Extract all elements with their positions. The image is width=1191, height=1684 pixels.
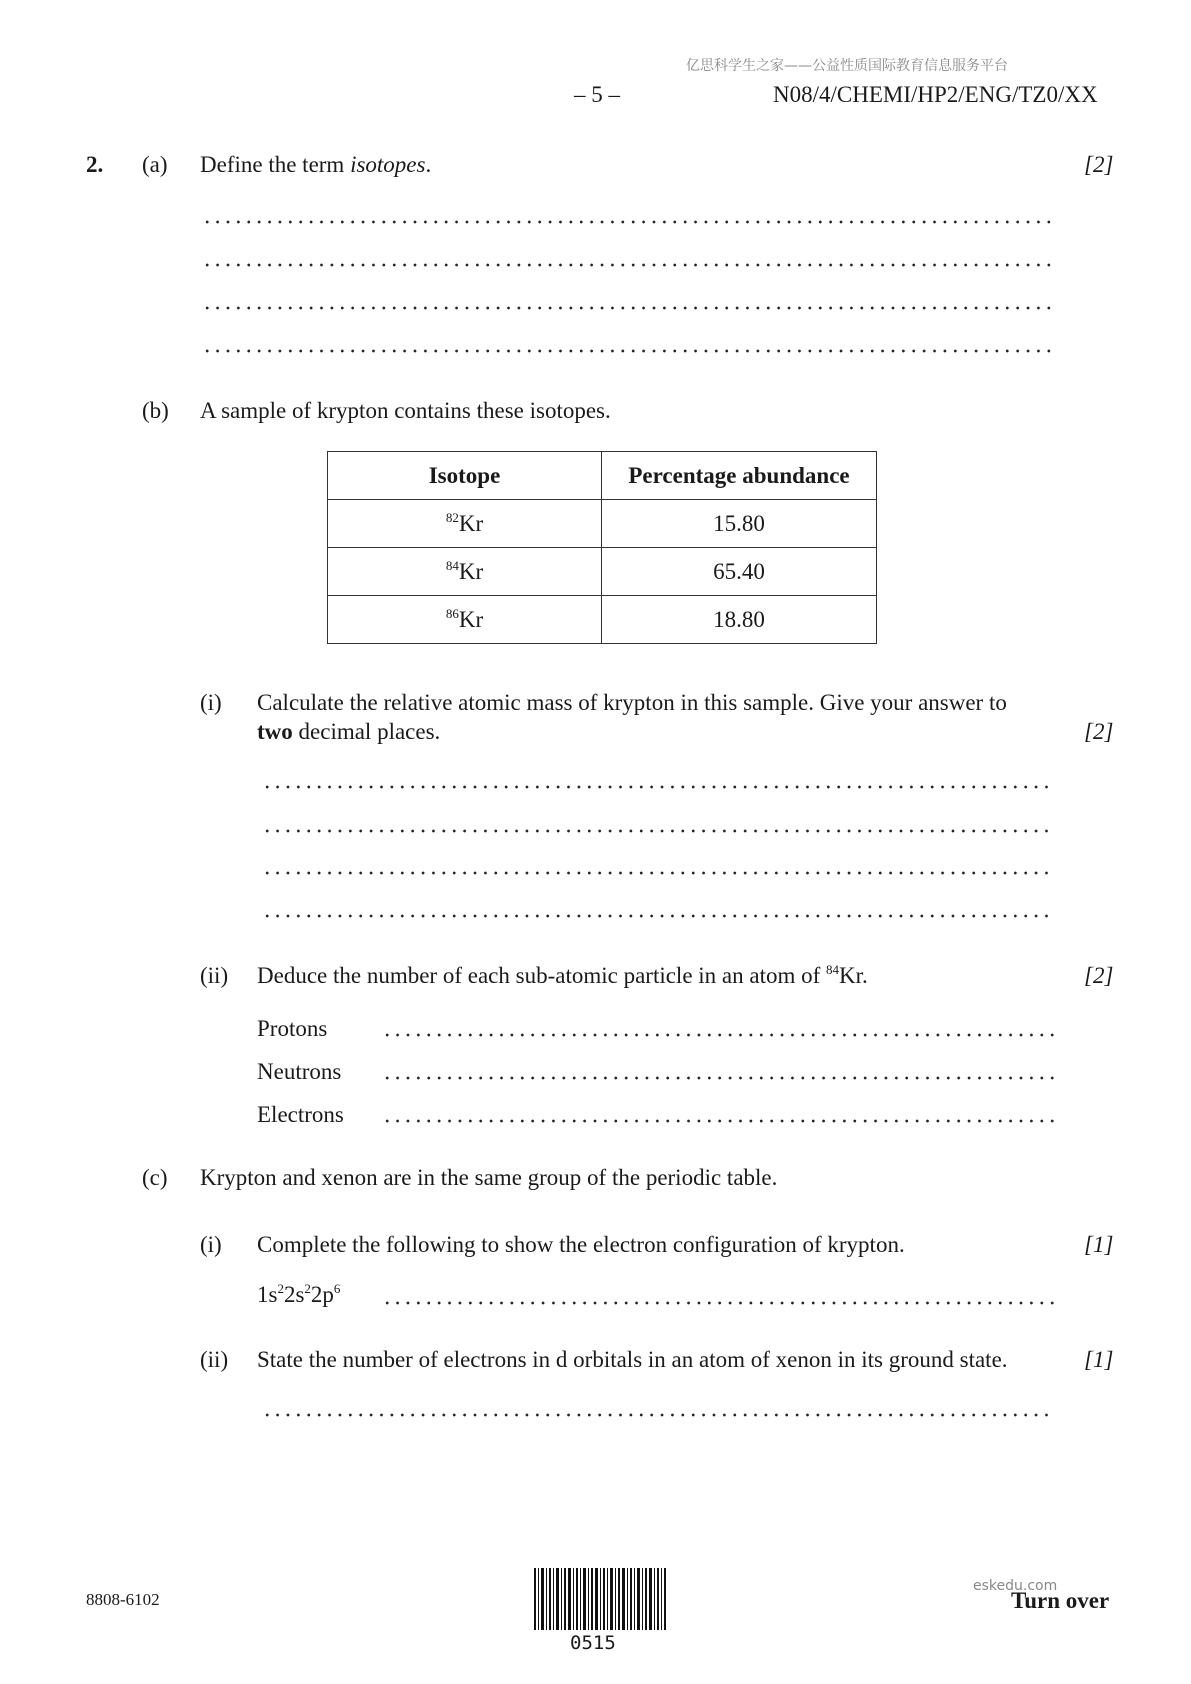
footer-watermark: eskedu.com [973, 1578, 1058, 1594]
barcode-graphic [534, 1568, 666, 1630]
page-number: – 5 – [574, 82, 620, 107]
part-a-label: (a) [142, 152, 168, 177]
electrons-label: Electrons [257, 1102, 344, 1127]
isotope-cell: $^{82}$Kr [328, 500, 602, 548]
abundance-cell: 18.80 [602, 596, 877, 644]
part-c-i-label: (i) [200, 1232, 222, 1257]
isotope-cell: $^{84}$Kr [328, 548, 602, 596]
electron-configuration: $1s^22s^22p^6$ [257, 1281, 341, 1307]
abundance-cell: 65.40 [602, 548, 877, 596]
answer-line[interactable] [262, 871, 1054, 875]
answer-line[interactable] [202, 306, 1054, 310]
part-b-text: A sample of krypton contains these isotopes. [200, 398, 611, 423]
part-c-text: Krypton and xenon are in the same group of the periodic table. [200, 1165, 778, 1190]
barcode-number: 0515 [570, 1632, 616, 1654]
answer-line[interactable] [262, 1413, 1054, 1417]
table-header-isotope: Isotope [328, 452, 602, 500]
part-b-ii-label: (ii) [200, 963, 229, 988]
part-b-i-line2: two decimal places. [257, 719, 441, 744]
table-row [328, 500, 877, 548]
part-a-marks: [2] [1084, 152, 1114, 177]
table-row [328, 548, 877, 596]
isotope-table [327, 451, 877, 644]
table-row [328, 596, 877, 644]
answer-line[interactable] [202, 220, 1054, 224]
barcode [534, 1568, 666, 1630]
term-isotopes: isotopes [350, 152, 426, 177]
footer-code: 8808-6102 [86, 1590, 160, 1609]
answer-line[interactable] [262, 914, 1054, 918]
answer-line[interactable] [262, 785, 1054, 789]
table-header-abundance: Percentage abundance [602, 452, 877, 500]
electrons-answer-line[interactable] [382, 1119, 1054, 1123]
part-c-ii-label: (ii) [200, 1347, 229, 1372]
header-watermark: 亿思科学生之家——公益性质国际教育信息服务平台 [686, 58, 1008, 74]
paper-code: N08/4/CHEMI/HP2/ENG/TZ0/XX [773, 82, 1098, 107]
neutrons-label: Neutrons [257, 1059, 342, 1084]
isotope-cell: $^{86}$Kr [328, 596, 602, 644]
part-b-i-label: (i) [200, 690, 222, 715]
part-b-i-line1: Calculate the relative atomic mass of krypton in this sample. Give your answer to [257, 690, 1007, 715]
part-b-i-marks: [2] [1084, 719, 1114, 744]
part-c-ii-marks: [1] [1084, 1347, 1114, 1372]
part-b-label: (b) [142, 398, 169, 423]
part-a-text: Define the term isotopes. [200, 152, 432, 177]
part-c-i-text: Complete the following to show the electron configuration of krypton. [257, 1232, 905, 1257]
protons-answer-line[interactable] [382, 1033, 1054, 1037]
part-b-ii-text: Deduce the number of each sub-atomic particle in an atom of $^{84}$Kr. [257, 962, 868, 988]
answer-line[interactable] [262, 829, 1054, 833]
bold-two: two [257, 719, 293, 744]
protons-label: Protons [257, 1016, 328, 1041]
answer-line[interactable] [202, 263, 1054, 267]
part-b-ii-marks: [2] [1084, 963, 1114, 988]
turn-over: Turn over [1011, 1588, 1110, 1613]
neutrons-answer-line[interactable] [382, 1076, 1054, 1080]
question-number: 2. [86, 152, 104, 177]
part-c-ii-text: State the number of electrons in d orbitals in an atom of xenon in its ground state. [257, 1347, 1008, 1372]
part-c-i-marks: [1] [1084, 1232, 1114, 1257]
answer-line[interactable] [202, 349, 1054, 353]
part-c-label: (c) [142, 1165, 168, 1190]
table-header-row [328, 452, 877, 500]
config-answer-line[interactable] [382, 1301, 1054, 1305]
abundance-cell: 15.80 [602, 500, 877, 548]
